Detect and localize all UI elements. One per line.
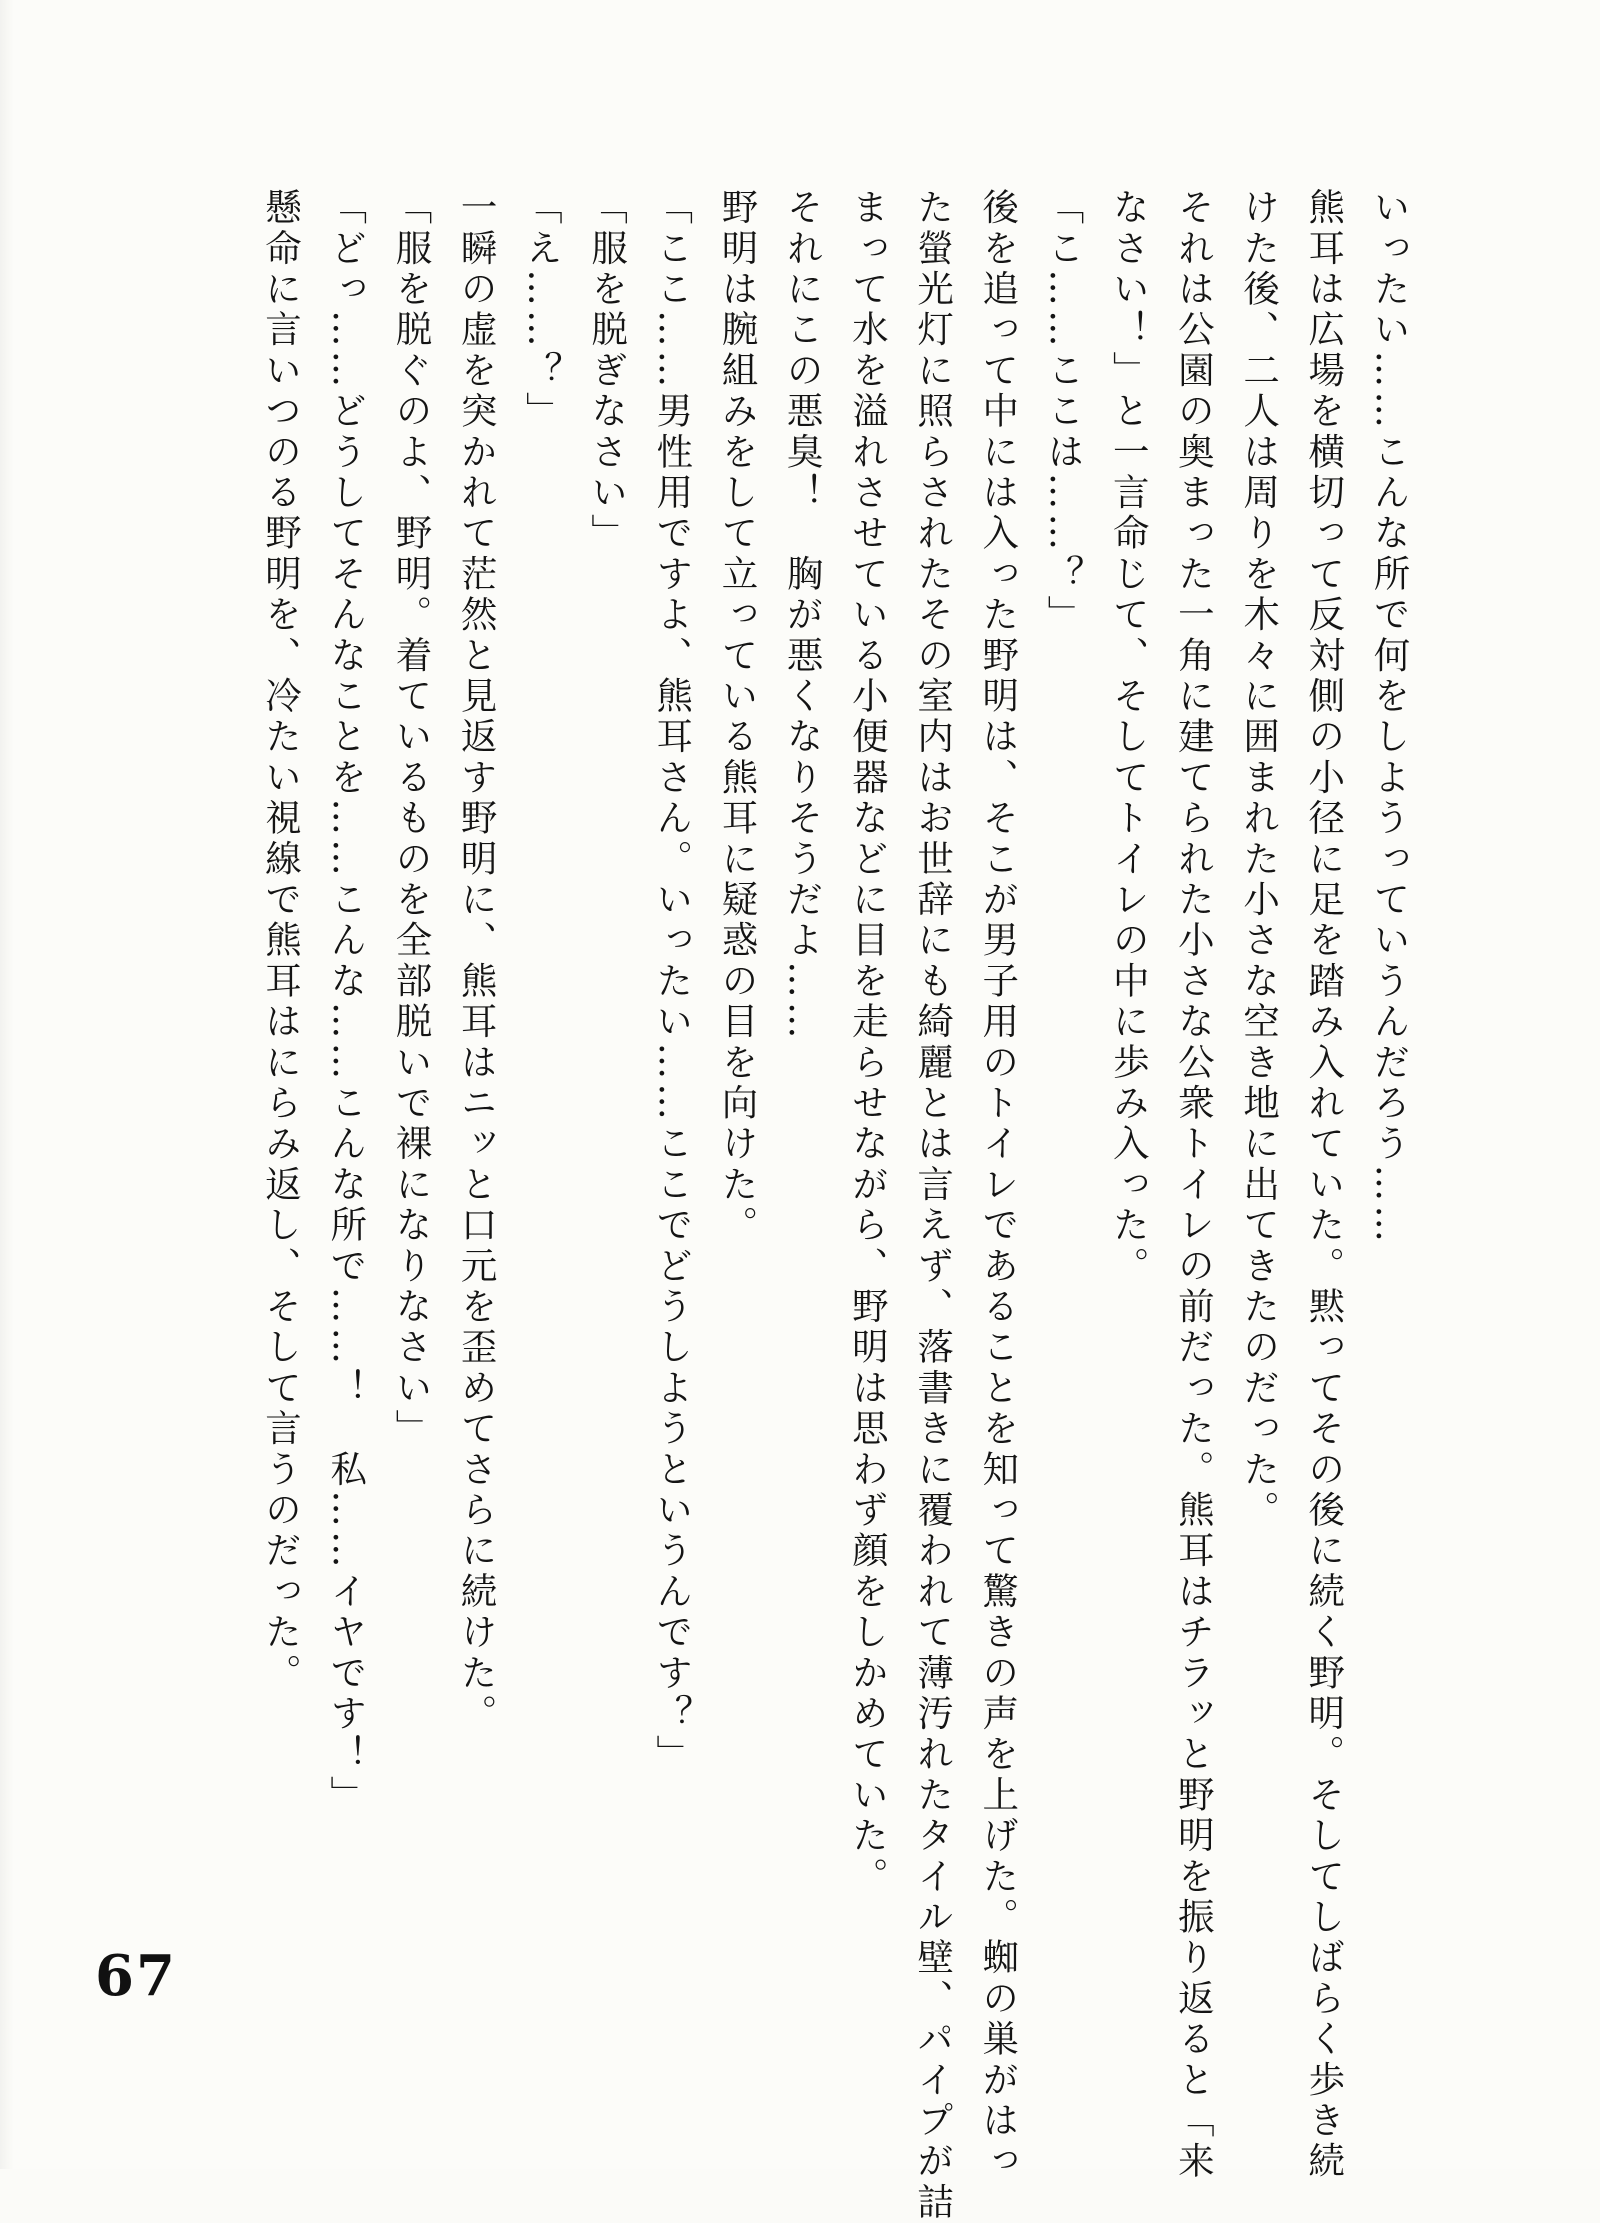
text-line: 「服を脱ぐのよ、野明。着ているものを全部脱いで裸になりなさい」	[389, 188, 433, 1450]
text-line: 懸命に言いつのる野明を、冷たい視線で熊耳はにらみ返し、そして言うのだった。	[259, 188, 303, 1694]
text-line: まって水を溢れさせている小便器などに目を走らせながら、野明は思わず顔をしかめていた。	[846, 188, 890, 1898]
text-line: 「え……？」	[520, 188, 564, 433]
vertical-text-body	[248, 188, 1422, 2223]
page-number: 67	[95, 1943, 177, 2009]
text-line: いったい……こんな所で何をしようっていうんだろう……	[1368, 188, 1411, 1247]
scan-edge-shadow	[0, 0, 14, 2169]
text-line: それにこの悪臭！ 胸が悪くなりそうだよ……	[781, 188, 825, 1043]
text-line: 「ここ……男性用ですよ、熊耳さん。いったい……ここでどうしようというんです？」	[650, 188, 694, 1776]
text-line: 「こ……ここは……？」	[1041, 188, 1085, 636]
text-line: 後を追って中には入った野明は、そこが男子用のトイレであることを知って驚きの声を上げた。蜘の巣がはっ	[976, 188, 1020, 2183]
text-line: けた後、二人は周りを木々に囲まれた小さな空き地に出てきたのだった。	[1237, 188, 1281, 1532]
text-line: 「どっ……どうしてそんなことを……こんな……こんな所で……！ 私……イヤです！」	[324, 188, 368, 1816]
text-line: なさい！」と一言命じて、そしてトイレの中に歩み入った。	[1107, 188, 1151, 1287]
text-line: 一瞬の虚を突かれて茫然と見返す野明に、熊耳はニッと口元を歪めてさらに続けた。	[455, 188, 499, 1735]
text-line: 熊耳は広場を横切って反対側の小径に足を踏み入れていた。黙ってその後に続く野明。そしてしばらく歩き続	[1302, 188, 1346, 2183]
text-line: それは公園の奥まった一角に建てられた小さな公衆トイレの前だった。熊耳はチラッと野明を振り返ると「来	[1172, 188, 1216, 2183]
text-line: た螢光灯に照らされたその室内はお世辞にも綺麗とは言えず、落書きに覆われて薄汚れたタイル壁、パイプが詰	[911, 188, 955, 2223]
text-line: 野明は腕組みをして立っている熊耳に疑惑の目を向けた。	[715, 188, 759, 1247]
text-line: 「服を脱ぎなさい」	[585, 188, 629, 555]
